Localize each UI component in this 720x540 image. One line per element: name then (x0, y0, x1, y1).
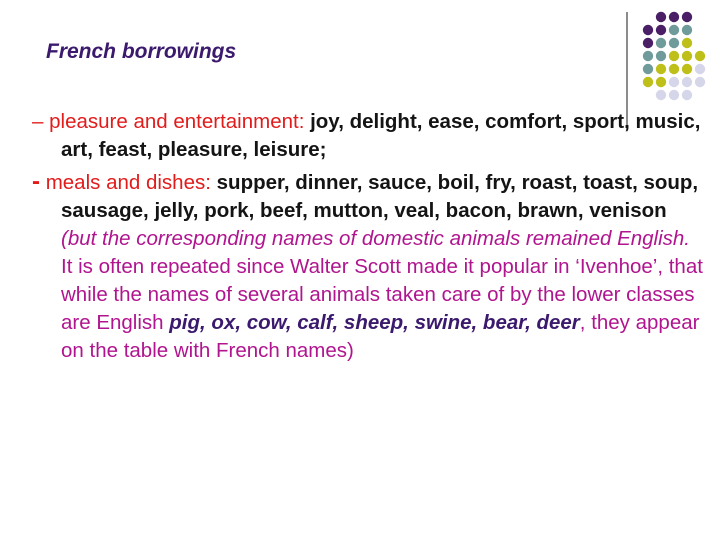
decorative-dot (682, 77, 692, 87)
decorative-dot (656, 51, 666, 61)
decorative-dot (669, 12, 679, 22)
decorative-dot (682, 64, 692, 74)
decorative-dot (656, 90, 666, 100)
decorative-dot (643, 77, 653, 87)
note-end: , they appear on the table with French names) (61, 311, 700, 362)
decorative-dot (695, 64, 705, 74)
decorative-dot (669, 51, 679, 61)
decorative-dot (643, 25, 653, 35)
item-dash: - (32, 168, 40, 195)
decorative-dot (682, 90, 692, 100)
decorative-dot (669, 77, 679, 87)
decorative-dot (682, 12, 692, 22)
word-list: supper, dinner, sauce, boil, fry, roast, toast, soup, sausage, jelly, pork, beef, mutton, veal, bacon, brawn, venison (61, 171, 699, 222)
decorative-dot (643, 64, 653, 74)
decorative-dot (695, 77, 705, 87)
note-text: It is often repeated since Walter Scott made it popular in ‘Ivenhoe’, that while the names of several animals taken care of by the lower classes are English (61, 255, 703, 334)
decorative-dot (656, 64, 666, 74)
decorative-dot (682, 38, 692, 48)
decorative-dot (669, 38, 679, 48)
decorative-dot (656, 25, 666, 35)
decorative-dot (656, 38, 666, 48)
decorative-dot (669, 25, 679, 35)
slide-body (32, 108, 704, 369)
list-item-meals (32, 168, 704, 365)
word-list: joy, delight, ease, comfort, sport, music, art, feast, pleasure, leisure; (61, 110, 701, 161)
item-dash: – (32, 110, 44, 133)
decorative-dot (682, 25, 692, 35)
note-italic: (but the corresponding names of domestic animals remained English. (61, 227, 690, 250)
decorative-dot (682, 51, 692, 61)
list-item-pleasure (32, 108, 704, 164)
decorative-dot (656, 12, 666, 22)
category-label: meals and dishes: (45, 171, 211, 194)
decorative-dot (695, 51, 705, 61)
decorative-dot (643, 51, 653, 61)
decorative-dot (669, 90, 679, 100)
animal-names: pig, ox, cow, calf, sheep, swine, bear, deer (169, 311, 580, 334)
decorative-dot (643, 38, 653, 48)
decorative-dot (656, 77, 666, 87)
category-label: pleasure and entertainment: (49, 110, 305, 133)
slide-title: French borrowings (46, 40, 237, 63)
decorative-dot (669, 64, 679, 74)
